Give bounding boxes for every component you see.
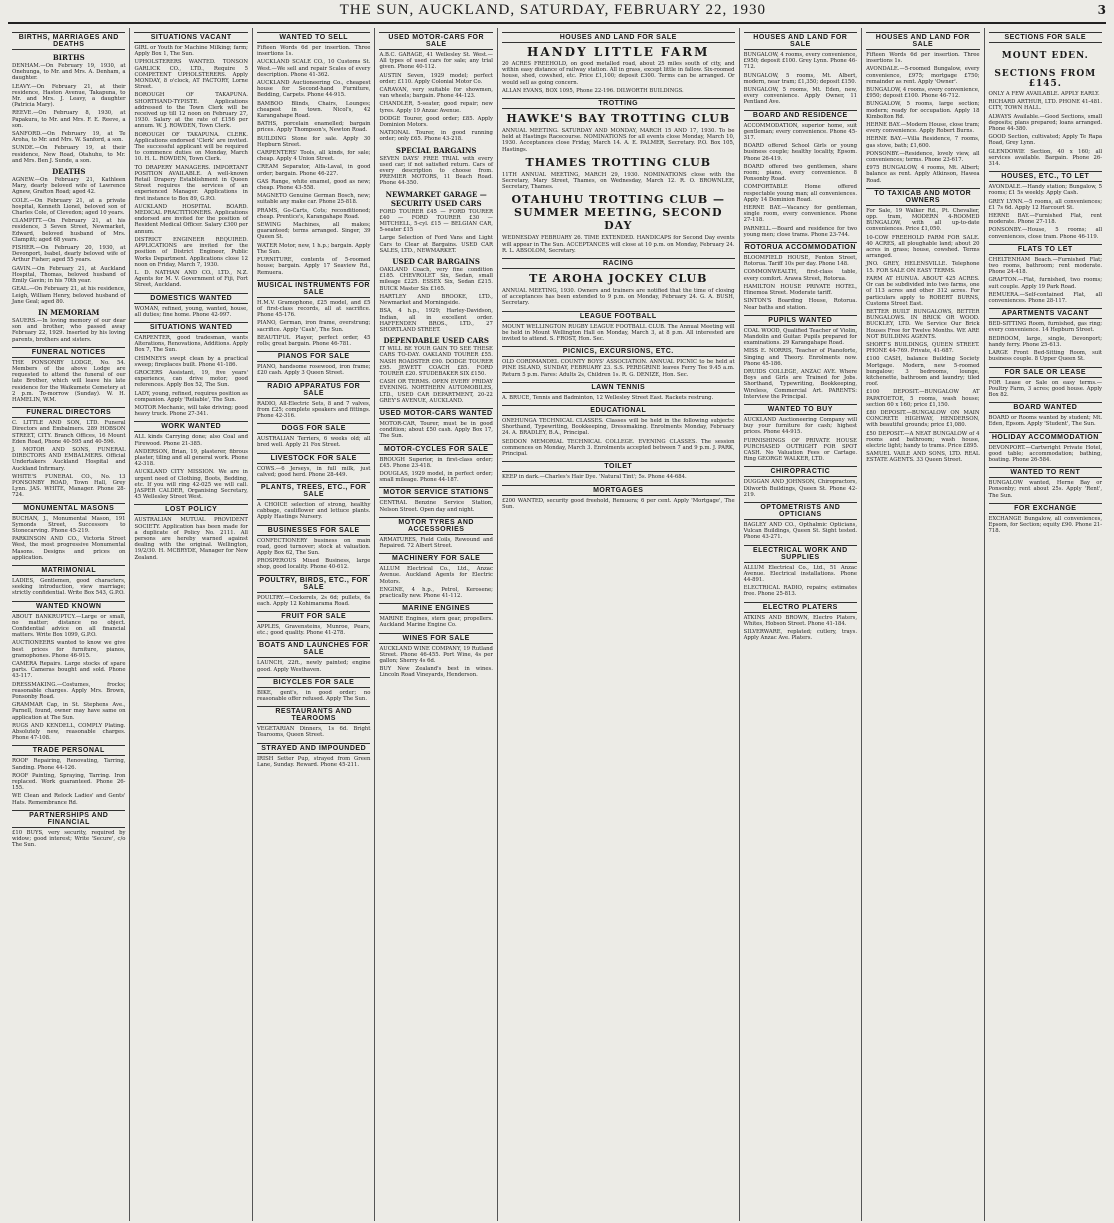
classified-ad: A. BRUCE, Tennis and Badminton, 12 Wellesley Street East. Rackets restrung. (501, 394, 714, 401)
classified-ad: WATER Motor, new, 1 h.p.; bargain. Apply The Sun. (256, 242, 371, 255)
classified-ad: BUNGALOW, 4 rooms, every convenience, £950; deposit £100. Grey Lynn. Phone 46-712. (743, 52, 858, 71)
classified-ad: ALWAYS Available.—Good Sections, small deposits; plans prepared; loans arranged. Phone 44-380. (988, 113, 1103, 133)
classified-ad: SAMUEL VAILE AND SONS, LTD. REAL ESTATE AGENTS. 33 Queen Street. (866, 451, 980, 464)
classified-ad: DEVONPORT.—Cartwright Private Hotel, good table; accommodation; bathing, boating. Phone 26-584. (988, 444, 1103, 463)
column-wanted-to-sell (253, 28, 375, 1221)
column-farm-trotting (498, 28, 740, 1221)
classified-ad: AUSTIN Seven, 1929 model; perfect order; £110. Apply Colonial Motor Co. (379, 72, 493, 85)
classified-ad: BUCHAN, J., Monumental Mason, 191 Symonds Street, Successors to Stonecarving. Phone 45-219. (12, 515, 126, 534)
section-heading: WANTED TO BUY (744, 404, 857, 415)
section-heading: PUPILS WANTED (744, 315, 857, 326)
sub-heading: BIRTHS (52, 53, 85, 62)
classified-ad: ROOF Repairing, Renovating, Tarring, Sanding. Phone 44-126. (12, 758, 126, 771)
classified-ad: ABOUT BANKRUPTCY.—Large or small, no matter; distance no object. Confidential advice on all financial matters. Write Box 1099, G.P.O. (12, 613, 126, 639)
column-sections-for-sale (985, 28, 1106, 1221)
classified-ad: PARNELL.—Board and residence for two young men; close trams. Phone 23-744. (743, 225, 858, 238)
classified-ad: MISS E. NORRIS, Teacher of Pianoforte, Singing and Theory. Enrolments now. Phone 45-186. (743, 348, 858, 367)
classified-ad: THE PONSONBY LODGE, No. 54. Members of the above Lodge are requested to attend the funeral of our late Brother, which will leave his late residence for the Waikumete Cemetery at 2 p.m. To-morrow (Sunday). W. H. HAMELIN, W.M. (12, 359, 126, 403)
section-heading: ELECTRICAL WORK AND SUPPLIES (744, 545, 857, 563)
classified-ad: HERNE BAY.—Furnished Flat, rent moderate. Phone 27-118. (988, 213, 1103, 226)
classified-ad: KEEP in dark.—Charles's Hair Dye. 'Natural Tint'; 5s. Phone 44-684. (501, 474, 687, 481)
classified-ad: A.B.C. GARAGE, 41 Wellesley St. West.—All types of used cars for sale; any trial given. Phone 40-112. (379, 52, 493, 71)
section-heading: USED MOTOR-CARS FOR SALE (379, 32, 492, 50)
section-heading: ROTORUA ACCOMMODATION (744, 244, 856, 252)
classified-ad: ANNUAL MEETING, 1930. Owners and trainers are notified that the time of closing of acceptances has been extended to 9 p.m. on Monday, February 24. G. A. BUSH, Secretary. (501, 288, 735, 307)
section-heading: WANTED TO RENT (989, 467, 1102, 478)
classified-ad: COLE.—On February 21, at a private hospital, Kenneth Lionel, beloved son of Charles Cole, of Clevedon; aged 10 years. (12, 197, 126, 217)
classified-ad: SINTON'S Boarding House, Rotorua. Near baths and station. (743, 298, 858, 311)
classified-ad: HARTLEY AND BROOKE, LTD., Newmarket and Morningside. (379, 293, 493, 307)
section-heading: WORK WANTED (134, 421, 247, 432)
section-heading: FOR SALE OR LEASE (989, 367, 1102, 378)
section-heading: RESTAURANTS AND TEAROOMS (257, 706, 370, 724)
classified-ad: OAKLAND Coach, very fine condition £185. CHEVROLET Six, Sedan, small mileage £225. ESSEX Six, Sedan £215. BUICK Master Six £165. (379, 267, 493, 292)
section-heading: APARTMENTS VACANT (989, 308, 1102, 319)
section-heading: BOARD WANTED (989, 402, 1102, 413)
classified-ad: ALLAN EVANS, BOX 1095, Phone 22-196. DILWORTH BUILDINGS. (501, 87, 684, 94)
section-heading: PICNICS, EXCURSIONS, ETC. (502, 346, 735, 357)
classified-ad: PRAMS, Go-Carts, Cots; reconditioned; cheap. Prentice's, Karangahape Road. (256, 207, 371, 220)
classified-ad: DODGE Tourer, good order; £85. Apply Dominion Motors. (379, 115, 493, 129)
classified-ad: £100 DEPOSIT.—BUNGALOW AT PAPATOETOE, 5 rooms, wash house; section 60 x 160; price £1,150. (866, 389, 980, 408)
classified-ad: £100 CASH, balance Building Society Mortgage. Modern, new 5-roomed bungalow; 3 bedrooms, lounge, kitchenette, bathroom and laundry; tiled roof. (866, 356, 980, 388)
classified-ad: LAUNCH, 22ft., newly painted; engine good. Apply Westhaven. (256, 660, 371, 673)
classified-ad: GAS Range, white enamel, good as new; cheap. Phone 43-558. (256, 178, 371, 192)
section-heading: BIRTHS, MARRIAGES AND DEATHS (12, 32, 125, 50)
classified-ad: Fifteen Words 6d per insertion. Three insertions 1s. (866, 52, 980, 65)
classified-ad: SEWING Machines, all makes; guaranteed; terms arranged. Singer, 39 Queen St. (256, 222, 371, 241)
classified-ad: 11TH ANNUAL MEETING, MARCH 29, 1930. NOMINATIONS close with the Secretary, Mary Street, Thames, on Wednesday, March 12. R. O. BROWNLEE, Secretary, Thames. (501, 171, 735, 191)
sub-heading: NEWMARKET GARAGE — SECURITY USED CARS (385, 189, 487, 208)
classified-ad: HERNE BAY.—Villa Residence, 7 rooms, gas stove, bath; £1,600. (866, 136, 980, 149)
classified-ad: GLENDOWIE Section, 40 x 160; all services available. Bargain. Phone 26-314. (988, 148, 1103, 168)
classified-ad: OLD CORDMANDEL COUNTY BOYS' ASSOCIATION. ANNUAL PICNIC to be held at PINE ISLAND, SUNDAY, FEBRUARY 23. S.S. PEREGRINE leaves Ferry Tee 9.45 a.m. Return 5 p.m. Fares: Adults 2s, Children 1s. R. G. DENIZE, Hon. Sec. (501, 359, 735, 378)
classified-ad: AUCKLAND HOSPITAL BOARD. MEDICAL PRACTITIONERS. Applications endorsed are invited for the position of Resident Medical Officer. Salary £300 per annum. (134, 203, 248, 235)
classified-ad: CLAMPITT.—On February 21, at his residence, 3 Seven Street, Newmarket, Edward, beloved husband of Mrs. Clampitt; aged 68 years. (12, 218, 126, 243)
classified-ad: MOUNT WELLINGTON RUGBY LEAGUE FOOTBALL CLUB. The Annual Meeting will be held in Mount Wellington Hall on Monday, March 3, at 8 p.m. All interested are invited to attend. S. FROST, Hon. Sec. (501, 323, 735, 343)
section-heading: FRUIT FOR SALE (257, 611, 370, 622)
classified-ad: GAVIN.—On February 21, at Auckland Hospital, Thomas, beloved husband of Emily Gavin; in his 70th year. (12, 265, 126, 285)
classified-ad: SEVEN DAYS' FREE TRIAL with every used car; if not satisfied return. Cars of every description to choose from. PREMIER MOTORS, 11 Beach Road. Phone 44-350. (379, 155, 493, 187)
classified-ad: H.M.V. Gramophone, £25 model, and £5 of first-class records, all at sacrifice. Phone 45-176. (256, 299, 371, 319)
classified-ad: ALL kinds Carrying done; also Coal and Firewood. Phone 21-385. (134, 434, 248, 447)
classified-ad: WE Clean and Relock Ladies' and Gents' Hats. Remembrance Rd. (12, 793, 126, 806)
classified-ad: BEDROOM, large, single, Devonport; handy ferry. Phone 25-613. (988, 335, 1103, 348)
classified-ad: BAGLEY AND CO., Opthalmic Opticians, Vulcan Buildings, Queen St. Sight tested. Phone 43-271. (743, 521, 858, 541)
classified-ad: POULTRY.—Cockerels, 2s 6d; pullets, 6s each. Apply 12 Kohimarama Road. (256, 594, 371, 607)
classified-ad: IRISH Setter Pup, strayed from Green Lane, Sunday. Reward. Phone 45-211. (256, 755, 371, 768)
classified-ad: ELECTRICAL RADIO, repairs; estimates free. Phone 25-813. (743, 585, 858, 598)
column-used-cars (375, 28, 497, 1221)
section-heading: PARTNERSHIPS AND FINANCIAL (12, 810, 125, 828)
classified-ad: REMUERA.—Self-contained Flat, all conveniences. Phone 28-117. (988, 291, 1103, 305)
classified-ad: LEAVY.—On February 21, at their residence, Haston Avenue, Takapuna, to Mr. and Mrs. J. Leavy, a daughter (Patricia Mary). (12, 83, 126, 109)
classified-ad: MAGNETO Genuine German Bosch, new; suitable any make car. Phone 25-818. (256, 193, 371, 206)
classified-ad: MOTOR Mechanic, will take driving; good heavy truck. Phone 27-341. (134, 404, 248, 418)
classified-ad: BUY New Zealand's best in wines. Lincoln Road Vineyards, Henderson. (379, 666, 493, 679)
classified-ad: ONLY A FEW AVAILABLE. APPLY EARLY. (988, 91, 1100, 97)
classified-ad: ALLUM Electrical Co., Ltd., Anzac Avenue. Auckland Agents for Electric Motors. (379, 566, 493, 585)
section-heading: CHIROPRACTIC (744, 466, 857, 477)
section-heading: LOST POLICY (134, 504, 247, 515)
section-heading: PLANTS, TREES, ETC., FOR SALE (257, 482, 370, 500)
section-heading: SITUATIONS WANTED (134, 322, 247, 333)
section-heading: ELECTRO PLATERS (744, 602, 857, 613)
classified-ad: AUCKLAND WINE COMPANY, 19 Rutland Street. Phone 46-455. Port Wine, 4s per gallon; Sherry 4s 6d. (379, 645, 493, 664)
classified-ad: ENGINE, 4 h.p., Petrol, Kerosene; practically new. Phone 41-112. (379, 586, 493, 599)
classified-ad: SAUERS.—In loving memory of our dear son and brother, who passed away February 22, 1929. Inserted by his loving parents, brothers and sisters. (12, 317, 126, 343)
club-name: TE AROHA JOCKEY CLUB (529, 272, 708, 286)
classified-ad: BOROUGH OF TAKAPUNA. CLERK. Applications endorsed 'Clerk' are invited. The successful applicant will be required to commence duties on Monday, March 10. H. L. ROWDEN, Town Clerk. (134, 131, 248, 163)
classified-ad: ACCOMMODATION, superior home, suit gentleman; every convenience. Phone 45-317. (743, 122, 858, 142)
classified-ad: SANFORD.—On February 19, at Te Aroha, to Mr. and Mrs. W. Sanford, a son. (12, 131, 126, 144)
classified-ad: GEAL.—On February 21, at his residence, Leigh, William Henry, beloved husband of Jane Geal; aged 80. (12, 286, 126, 305)
classified-ad: UPHOLSTERERS WANTED. TONSON GARLICK CO., LTD., Require 5 COMPETENT UPHOLSTERERS. Apply MONDAY, 8 o'clock, AT FACTORY, Lorne Street. (134, 59, 248, 91)
classified-ad: CARPENTER, good tradesman, wants Alterations, Renovations, Additions. Apply Box 7, The Sun. (134, 334, 248, 354)
section-heading: HOLIDAY ACCOMMODATION (989, 432, 1102, 443)
classified-ad: £200 WANTED, security good freehold, Remuera; 6 per cent. Apply 'Mortgage', The Sun. (501, 497, 735, 510)
section-heading: MORTGAGES (502, 485, 735, 496)
classified-ad: BOARD offered two gentlemen, share room; piano, every convenience. 8 Ponsonby Road. (743, 163, 858, 183)
classified-ad: CENTRAL Benzine Service Station, Nelson Street. Open day and night. (379, 500, 493, 513)
classified-ad: PARKINSON AND CO., Victoria Street West, the most progressive Monumental Masons. Designs and prices on application. (12, 536, 126, 561)
classified-ad: CARPENTERS' Tools, all kinds, for sale; cheap. Apply 4 Union Street. (256, 150, 371, 163)
section-heading: WANTED TO SELL (257, 32, 370, 43)
classified-ad: WOMAN, refined, young, wanted, house, all duties; fine home. Phone 42-997. (134, 305, 248, 318)
classified-ad: ONEHUNGA TECHNICAL CLASSES. Classes will be held in the following subjects: Shorthand, Typewriting, Bookkeeping, Dressmaking. Enrolments Monday, February 24. A. BRADLEY, B.A., Principal. (501, 418, 735, 437)
classified-ad: BOARD offered School Girls or young business couple; healthy locality, Epsom. Phone 26-419. (743, 143, 858, 162)
classified-ad: PIANO, handsome rosewood, iron frame; £20 cash. Apply 3 Queen Street. (256, 364, 371, 377)
column-births-funerals (8, 28, 130, 1221)
classified-ad: AVONDALE.—5-roomed Bungalow, every convenience, £975; mortgage £750; remainder as rent. Apply 'Owner'. (866, 66, 980, 85)
classified-ad: TO DRAPERY MANAGERS. IMPORTANT POSITION AVAILABLE. A well-known Retail Drapery Establishment in Queen Street requires the services of an experienced Manager. Applications in first instance to Box 89, G.P.O. (134, 164, 248, 202)
section-heading: HOUSES AND LAND FOR SALE (866, 32, 979, 50)
classified-ad: AUCKLAND CITY MISSION. We are in urgent need of Clothing, Boots, Bedding, etc. If you will ring 42-025 we will call. JASPER CALDER, Organising Secretary, 45 Wellesley Street West. (134, 469, 248, 501)
classified-ad: C. LITTLE AND SON, LTD. Funeral Directors and Embalmers. 289 HOBSON STREET, CITY. Branch Offices, 16 Mount Eden Road, Phone 40-595 and 40-596. (12, 420, 126, 445)
classified-ad: BUNGALOW, 5 rooms, Mt. Albert, modern, near tram; £1,350; deposit £150. (743, 72, 858, 85)
classified-ad: GRAFTON.—Flat, furnished, two rooms; suit couple. Apply 19 Park Road. (988, 277, 1103, 290)
section-heading: BICYCLES FOR SALE (257, 677, 370, 688)
classified-ad: DRUIDS COLLEGE, ANZAC AVE. Where Boys and Girls are Trained for Jobs. Shorthand, Typewriting, Bookkeeping, Wireless, Commercial Art. PARENTS: Interview the Principal. (743, 368, 858, 400)
classified-ad: PIANO, German, iron frame, overstrung; sacrifice. Apply 'Cash', The Sun. (256, 320, 371, 333)
classified-ad: Large Selection of Ford Vans and Light Cars to Clear at Bargains. USED CAR SALES, LTD., NEWMARKET. (379, 235, 493, 254)
section-heading: LIVESTOCK FOR SALE (257, 453, 370, 464)
classified-ad: PONSONBY.—Residence, lovely view, all conveniences; terms. Phone 23-617. (866, 150, 980, 164)
classified-ad: FISHER.—On February 20, 1930, at Devonport, Isabel, dearly beloved wife of Arthur Fisher; aged 55 years. (12, 245, 126, 264)
classified-ad: AUSTRALIAN Terriers, 6 weeks old; all bred well. Apply 21 Fox Street. (256, 436, 371, 449)
feature-heading: HANDY LITTLE FARM (527, 45, 710, 59)
classified-ad: COMMONWEALTH, first-class table, every comfort. Arawa Street, Rotorua. (743, 269, 858, 282)
classified-ad: BSA, 4 h.p., 1929; Harley-Davidson, Indian, all in excellent order. HAFFENDEN BROS., LTD., 27 SHORTLAND STREET. (379, 308, 493, 333)
classified-ad: BLOOMFIELD HOUSE, Fenton Street, Rotorua. Tariff 10s per day. Phone 148. (743, 255, 858, 268)
section-heading: FUNERAL DIRECTORS (12, 407, 125, 418)
classified-ad: For Sale, 19 Walker Rd., Pt. Chevalier, opp. tram, MODERN 4-ROOMED BUNGALOW, with all up-to-date conveniences. Price £1,050. (866, 207, 980, 233)
classified-ad: DENHAM.—On February 19, 1930, at Onehunga, to Mr. and Mrs. A. Denham, a daughter. (12, 63, 126, 82)
classified-ad: GREY LYNN.—5 rooms, all conveniences; £1 7s 6d. Apply 12 Harcourt St. (988, 198, 1103, 211)
section-heading: DOMESTICS WANTED (134, 293, 247, 304)
classified-ad: BUNGALOW wanted, Herne Bay or Ponsonby; rent about 25s. Apply 'Rent', The Sun. (988, 480, 1103, 499)
section-heading: LEAGUE FOOTBALL (502, 311, 735, 322)
masthead-title: THE SUN, AUCKLAND, SATURDAY, FEBRUARY 22, 1930 (339, 2, 766, 18)
sub-heading: SPECIAL BARGAINS (395, 145, 477, 155)
section-heading: RACING (502, 258, 735, 269)
section-heading: TOILET (502, 461, 735, 472)
section-heading: MOTOR-CYCLES FOR SALE (379, 444, 492, 455)
classified-ad: AGNEW.—On February 21, Kathleen Mary, dearly beloved wife of Lawrence Agnew, Grafton Road; aged 42. (12, 177, 126, 196)
section-heading: WANTED KNOWN (12, 601, 125, 612)
classified-ad: FURNISHINGS OF PRIVATE HOUSE PURCHASED OUTRIGHT FOR SPOT CASH. No Valuation Fees or Cartage. Ring GEORGE WALKER, LTD. (743, 437, 858, 463)
masthead (8, 2, 1106, 24)
classified-ad: GOOD Section, cultivated; Apply Te Rapa Road, Grey Lynn. (988, 134, 1103, 147)
classified-ad: BATHS, porcelain enamelled; bargain prices. Apply Thompson's, Newton Road. (256, 121, 371, 134)
classified-ad: SILVERWARE, replated; cutlery, trays. Apply Anzac Ave. Platers. (743, 629, 858, 642)
section-heading: FLATS TO LET (989, 244, 1102, 255)
classified-ad: CHELTENHAM Beach.—Furnished Flat; two rooms, bathroom; rent moderate. Phone 24-418. (988, 256, 1103, 276)
classified-ad: ROOF Painting, Spraying, Tarring. Iron replaced. Work guaranteed. Phone 26-155. (12, 772, 126, 792)
classified-ad: ATKINS AND BROWN, Electro Platers, Whites, Hobson Street. Phone 41-184. (743, 614, 858, 627)
column-board-residence (740, 28, 862, 1221)
section-heading: HOUSES AND LAND FOR SALE (744, 32, 857, 50)
classified-ad: GRAMMAR Cap, in St. Stephens Ave., Parnell, found, owner may have same on application at The Sun. (12, 702, 126, 721)
section-heading: WINES FOR SALE (379, 633, 492, 644)
classified-ad: AUCKLAND Auctioneering Company will buy your furniture for cash; highest prices. Phone 44-915. (743, 416, 858, 436)
classified-ad: COMFORTABLE Home offered respectable young man; all conveniences. Apply 14 Dominion Road. (743, 184, 858, 203)
classified-ad: DISTRICT ENGINEER REQUIRED. APPLICATIONS are invited for the position of District Engineer, Public Works Department. Applications close 12 noon on Friday, March 7, 1930. (134, 236, 248, 268)
classified-ad: APPLES, Gravensteins, Munroe, Pears, etc.; good quality. Phone 41-278. (256, 623, 371, 637)
classified-ad: BAMBOO Blinds, Chairs, Lounges; cheapest in town. Nicol's, 42 Karangahape Road. (256, 100, 371, 120)
sub-heading: IN MEMORIAM (38, 307, 100, 317)
classified-ad: CARAVAN, very suitable for showmen, van wheels; bargain. Phone 44-123. (379, 87, 493, 100)
classified-ad: BIKE, gent's, in good order; no reasonable offer refused. Apply The Sun. (256, 689, 371, 702)
classified-ad: JNO. GREY, HELENSVILLE. Telephone 15. FOR SALE ON EASY TERMS. (866, 261, 980, 274)
classified-ad: FARM AT HUNUA. ABOUT 425 ACRES. Or can be subdivided into two farms, one of 113 acres and other 312 acres. For particulars apply to ROBERT BURNS, Customs Street East. (866, 275, 980, 307)
classified-ad: ANNUAL MEETING. SATURDAY AND MONDAY, MARCH 15 AND 17, 1930. To be held at Hastings Racecourse. NOMINATIONS for all events close Monday, March 10, 1930. Acceptances close Friday, March 14. A. E. PALMER, Secretary. P.O. Box 105, Hastings. (501, 128, 735, 153)
classified-ad: PONSONBY.—House, 5 rooms; all conveniences, close tram. Phone 46-119. (988, 227, 1103, 240)
classified-ad: CHANDLER, 5-seater, good repair; new tyres. Apply 19 Anzac Avenue. (379, 101, 493, 114)
section-heading: TO TAXICAB AND MOTOR OWNERS (866, 188, 979, 206)
sub-heading: DEATHS (52, 167, 86, 177)
classified-ad: BUNGALOW, 4 rooms, every convenience, £950; deposit £100. Phone 46-712. (866, 87, 980, 100)
section-heading: FUNERAL NOTICES (12, 347, 125, 358)
classified-ad: 10-COW FREEHOLD FARM FOR SALE. 40 ACRES, all ploughable land; about 20 acres in grass; house, cowshed. Terms arranged. (866, 234, 980, 260)
sub-heading: USED CAR BARGAINS (392, 257, 480, 267)
classified-ad: £80 DEPOSIT.—BUNGALOW ON MAIN CONCRETE HIGHWAY, HENDERSON, with beautiful grounds; price £1,080. (866, 409, 980, 429)
classified-ad: BROUGH Superior, in first-class order; £45. Phone 23-418. (379, 456, 493, 469)
section-heading: RADIO APPARATUS FOR SALE (257, 381, 370, 399)
classified-ad: HERNE BAY.—Vacancy for gentleman, single room, every convenience. Phone 27-118. (743, 205, 858, 224)
classified-ad: VEGETARIAN Dinners, 1s 6d. Bright Tearooms, Queen Street. (256, 726, 371, 739)
classified-ad: LADY, young, refined, requires position as companion. Apply 'Reliable', The Sun. (134, 390, 248, 403)
classified-ad: SEDDON MEMORIAL TECHNICAL COLLEGE. EVENING CLASSES. The session commences on Monday, March 3. Enrolments accepted between 7 and 9 p.m. J. PARK, Principal. (501, 438, 735, 458)
classified-ad: MOTOR-CAR, Tourer, must be in good condition; about £50 cash. Apply Box 17, The Sun. (379, 420, 493, 440)
classified-ad: EXCHANGE Bungalow, all conveniences, Epsom, for Section; equity £90. Phone 21-718. (988, 515, 1103, 535)
classified-ad: J. MOTOR AND SONS, FUNERAL DIRECTORS AND EMBALMERS. Official Undertakers Auckland Hospital and Auckland Infirmary. (12, 446, 126, 472)
classified-ad: BETTER BUILT BUNGALOWS, BETTER BUNGALOWS. IN BRICK OR WOOD. BUCKLEY, LTD. We Service Our Brick Houses Free for Twelve Months. WE ARE NOT BUILDING AGENTS. (866, 308, 980, 340)
classified-ad: WEDNESDAY FEBRUARY 26. TIME EXTENDED. HANDICAPS for Second Day events will appear in The Sun. ACCEPTANCES will close at 10 p.m. on Monday, February 24. R. L. ABSOLOM, Secretary. (501, 235, 735, 254)
section-heading: MARINE ENGINES (379, 603, 492, 614)
classified-ad: £975 BUNGALOW, 4 rooms, Mt. Albert; balance as rent. Apply Atkinson, Hawea Road. (866, 165, 980, 184)
classified-ad: SUNDE.—On February 19, at their residence, New Road, Otahuhu, to Mr. and Mrs. Ben J. Sunde, a son. (12, 145, 126, 164)
classified-ad: BEAUTIFUL Player, perfect order, 45 rolls; great bargain. Phone 46-781. (256, 334, 371, 347)
section-heading: MOTOR TYRES AND ACCESSORIES (379, 517, 492, 535)
classified-ad: IT WILL BE YOUR GAIN TO SEE THESE CARS TO-DAY. OAKLAND TOURER £55. NASH ROADSTER £90. DODGE TOURER £95. JEWETT COACH £85. FORD TOURER £20. STUDEBAKER SIX £150. (379, 346, 493, 377)
section-heading: OPTOMETRISTS AND OPTICIANS (744, 502, 857, 520)
section-heading: SECTIONS FOR SALE (989, 32, 1102, 43)
section-heading: DOGS FOR SALE (257, 423, 370, 434)
page-number: 3 (1097, 3, 1106, 17)
section-heading: TROTTING (502, 98, 735, 109)
classified-ad: DRESSMAKING.—Costumes, frocks; reasonable charges. Apply Mrs. Brown, Ponsonby Road. (12, 681, 126, 701)
feature-heading: SECTIONS FROM £145. (994, 69, 1097, 89)
classified-ad: AUSTRALIAN MUTUAL PROVIDENT SOCIETY. Application has been made for a duplicate of Policy No. 2111. All persons are hereby warned against dealing with the original. Wellington, 19/2/30. H. MCBRYDE, Manager for New Zealand. (134, 517, 248, 561)
classified-ad: £10 BUYS, very security, required by widow; good interest; Write 'Secure', c/o The Sun. (12, 829, 126, 849)
classified-ad: BUNGALOW, 5 rooms, Mt. Eden, new, every convenience. Apply Owner, 11 Pentland Ave. (743, 87, 858, 106)
section-heading: MATRIMONIAL (12, 565, 125, 576)
sub-heading: DEPENDABLE USED CARS (383, 336, 489, 346)
section-heading: MOTOR SERVICE STATIONS (379, 487, 492, 498)
section-heading: BOARD AND RESIDENCE (744, 110, 857, 121)
classified-ad: BED-SITTING Room, furnished, gas ring; every convenience. 14 Hepburn Street. (988, 321, 1103, 334)
classified-ad: GIRL or Youth for Machine Milking; farm; Apply Box 1, The Sun. (134, 45, 248, 58)
classified-ad: NATIONAL Tourer, in good running order; only £65. Phone 43-218. (379, 130, 493, 143)
classified-ad: AVONDALE.—Handy station; Bungalow, 5 rooms; £1 5s weekly. Apply Cash. (988, 184, 1103, 197)
classified-ad: L. D. NATHAN AND CO., LTD., N.Z. Agents for M. V. Government of Fiji, Fort Street, Auckland. (134, 269, 248, 289)
classified-ad: WHITE'S FUNERAL CO., No. 13 PONSONBY ROAD, Town Hall, Grey Lynn. JAS. WHITE, Manager. Phone 28-724. (12, 473, 126, 499)
classified-ad: LADIES, Gentlemen, good characters, seeking introduction, view marriage; strictly confidential. Write Box 543, G.P.O. (12, 578, 126, 597)
section-heading: BOATS AND LAUNCHES FOR SALE (257, 640, 370, 658)
classified-ad: BOROUGH OF TAKAPUNA. SHORTHAND-TYPISTE. Applications addressed to the Town Clerk will be received up till 12 noon on February 27, 1930. Salary at the rate of £156 per annum. W. J. ROWDEN, Town Clerk. (134, 92, 248, 130)
classified-ad: HERNE BAY.—Modern House, close tram; every convenience. Apply Robert Burns. (866, 122, 980, 135)
section-heading: TRADE PERSONAL (12, 745, 125, 756)
classified-ad: COAL WOOD, Qualified Teacher of Violin, Mandolin and Guitar. Pupils prepared for examinations. 29 Karangahape Road. (743, 327, 858, 347)
classified-ad: REEVE.—On February 8, 1930, at Papakura, to Mr. and Mrs. F. E. Reeve, a son. (12, 110, 126, 129)
classified-ad: AUCKLAND Auctioneering Co., cheapest house for Second-hand Furniture, Bedding, Carpets. Phone 44-915. (256, 80, 371, 99)
classified-ad: RUGS AND KENDELL, COMPLY Plating. Absolutely new, reasonable charges. Phone 47-108. (12, 722, 126, 742)
section-heading: POULTRY, BIRDS, ETC., FOR SALE (257, 575, 370, 593)
section-heading: MUSICAL INSTRUMENTS FOR SALE (257, 281, 370, 296)
classified-ad: CAMERA Repairs. Large stocks of spare parts. Cameras bought and sold. Phone 43-117. (12, 661, 126, 680)
section-heading: FOR EXCHANGE (989, 503, 1102, 514)
classified-ad: RICHARD ARTHUR, LTD. PHONE 41-481. CITY, TOWN HALL. (988, 99, 1103, 112)
classified-ad: BUILDING Stone for sale. Apply 30 Hepburn Street. (256, 135, 371, 148)
classified-ad: CREAM Separator, Alfa-Laval, in good order; bargain. Phone 46-227. (256, 164, 371, 177)
classified-ad: ANDERSON, Brian, 19, plasterer, fibrous plaster, tiling and all general work. Phone 42-318. (134, 448, 248, 468)
column-houses-for-sale (862, 28, 984, 1221)
section-heading: SITUATIONS VACANT (134, 32, 247, 43)
section-heading: EDUCATIONAL (502, 405, 735, 416)
classified-ad: Fifteen Words 6d per insertion. Three insertions 1s. (256, 45, 371, 58)
classified-ad: ALLUM Electrical Co., Ltd., 51 Anzac Avenue. Electrical installations. Phone 44-891. (743, 564, 858, 583)
column-situations (130, 28, 252, 1221)
classified-ad: CONFECTIONERY business on main road, good turnover; stock at valuation. Apply Box 62, The Sun. (256, 537, 371, 556)
classified-ad: RADIO, All-Electric Sets, 8 and 7 valves, from £25; complete speakers and fittings. Phone 42-316. (256, 400, 371, 419)
classified-ad: SHORT'S BUILDINGS, QUEEN STREET. PHONE 44-769. Private, 41-687. (866, 341, 980, 355)
section-heading: HOUSES AND LAND FOR SALE (502, 32, 735, 43)
club-name: THAMES TROTTING CLUB (525, 155, 712, 169)
classified-ad: AUCTIONEERS wanted to know we give best prices for furniture, pianos, gramophones. Phone 46-915. (12, 640, 126, 659)
classified-ad: GROCERS Assistant, 19, five years' experience, can drive motor; good references. Apply Box 52, The Sun. (134, 369, 248, 389)
classified-ad: AUCKLAND SCALE CO., 10 Customs St. West.—We sell and repair Scales of every description. Phone 41-362. (256, 59, 371, 78)
classified-ad: FURNITURE, contents of 5-roomed house; bargain. Apply 17 Seaview Rd., Remuera. (256, 257, 371, 276)
section-heading: USED MOTOR-CARS WANTED (379, 409, 493, 417)
classified-ad: HAMILTON HOUSE PRIVATE HOTEL, Hinemoa Street. Moderate tariff. (743, 283, 858, 297)
section-heading: STRAYED AND IMPOUNDED (257, 743, 370, 754)
section-heading: LAWN TENNIS (502, 382, 735, 393)
feature-heading: MOUNT EDEN. (1001, 51, 1089, 61)
classified-ad: CHIMNEYS swept clean by a practical sweep; fireplaces built. Phone 41-186. (134, 355, 248, 368)
classified-ad: LARGE Front Bed-Sitting Room, suit business couple. 8 Upper Queen St. (988, 350, 1103, 363)
classified-ad: FOR Lease or Sale on easy terms.—Poultry Farm, 3 acres; good house. Apply Box 82. (988, 379, 1103, 398)
club-name: HAWKE'S BAY TROTTING CLUB (506, 112, 731, 126)
classified-ad: COWS.—6 Jerseys, in full milk, just calved; good herd. Phone 28-449. (256, 465, 371, 478)
classified-ad: FORD TOURER £45 — FORD TOURER £40 — FORD TOURER £30 — MITCHELL, 5-cyl. £15 — BELGIAN CAR, 5-seater £15 (379, 208, 493, 234)
section-heading: MACHINERY FOR SALE (379, 553, 492, 564)
section-heading: MONUMENTAL MASONS (12, 503, 125, 514)
section-heading: BUSINESSES FOR SALE (257, 525, 370, 536)
classified-ad: MARINE Engines, stern gear, propellers. Auckland Marine Engine Co. (379, 616, 493, 629)
classified-ad: £50 DEPOSIT.—A NEAT BUNGALOW of 4 rooms and bathroom; wash house, electric light; handy to trams. Price £895. (866, 430, 980, 449)
classified-ad: BOARD or Rooms wanted by student; Mt. Eden, Epsom. Apply 'Student', The Sun. (988, 415, 1103, 428)
classified-ad: PROSPEROUS Mixed Business, large shop, good locality. Phone 40-612. (256, 558, 371, 571)
classified-ad: A CHOICE selection of strong, healthy cabbage, cauliflower and lettuce plants. Apply Hastings Nursery. (256, 501, 371, 521)
classified-ad: BUNGALOW, 5 rooms, large section; modern; ready for occupation. Apply 18 Kimbolton Rd. (866, 101, 980, 120)
classified-ad: DOUGLAS, 1929 model, in perfect order; small mileage. Phone 44-187. (379, 470, 493, 484)
classified-ad: DUGGAN AND JOHNSON, Chiropractors, Dilworth Buildings, Queen St. Phone 42-219. (743, 479, 858, 498)
classified-ad: 20 ACRES FREEHOLD, on good metalled road, about 25 miles south of city, and within easy distance of railway station. All in grass, except little in fallow. Six-roomed house, shed, cowshed, etc. Price £1,100; deposit £300. Terms can be arranged. Or would sell as going concern. (501, 61, 735, 86)
columns (8, 28, 1106, 1221)
classified-ad: ARMATURES, Field Coils, Rewound and Repaired. 72 Albert Street. (379, 536, 493, 549)
club-name: OTAHUHU TROTTING CLUB — SUMMER MEETING, SECOND DAY (511, 193, 725, 233)
section-heading: HOUSES, ETC., TO LET (989, 171, 1102, 182)
section-heading: PIANOS FOR SALE (257, 351, 370, 362)
classified-ad: CASH OR TERMS. OPEN EVERY FRIDAY EVENING. NORTHERN AUTOMOBILES, LTD., USED CAR DEPARTMENT, 20-22 GREY'S AVENUE, AUCKLAND. (379, 379, 493, 404)
